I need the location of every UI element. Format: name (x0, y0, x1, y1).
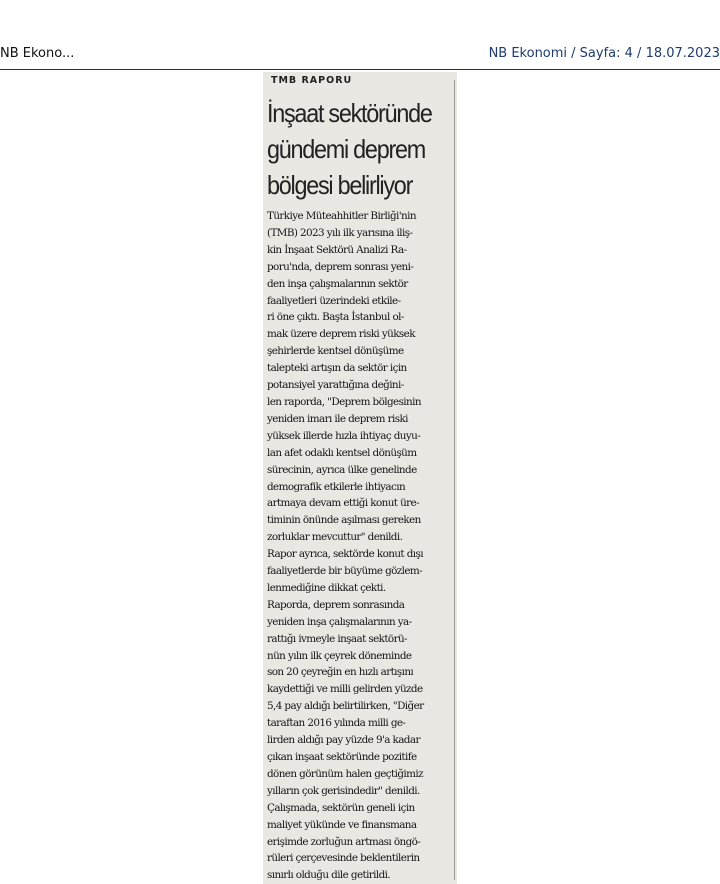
body-line: rattığı ivmeyle inşaat sektörü- (267, 632, 407, 645)
column-rule (454, 80, 455, 880)
body-line: kin İnşaat Sektörü Analizi Ra- (267, 243, 407, 256)
body-line: (TMB) 2023 yılı ilk yarısına iliş- (267, 226, 413, 239)
body-line: son 20 çeyreğin en hızlı artışını (267, 666, 414, 679)
body-line: zorluklar mevcuttur" denildi. (267, 531, 403, 544)
body-line: lan afet odaklı kentsel dönüşüm (267, 446, 417, 459)
body-line: den inşa çalışmalarının sektör (267, 277, 408, 290)
body-line: len raporda, "Deprem bölgesinin (267, 395, 421, 408)
body-line: Türkiye Müteahhitler Birliği'nin (267, 210, 416, 222)
body-line: nün yılın ilk çeyrek döneminde (267, 649, 412, 662)
body-line: lenmediğine dikkat çekti. (267, 581, 386, 594)
body-line: demografik etkilerle ihtiyacın (267, 480, 406, 493)
body-line: taraftan 2016 yılında milli ge- (267, 717, 406, 730)
body-line: artmaya devam ettiği konut üre- (267, 497, 420, 510)
body-line: faaliyetleri üzerindeki etkile- (267, 294, 401, 307)
body-line: yüksek illerde hızla ihtiyaç duyu- (267, 429, 421, 442)
body-line: Raporda, deprem sonrasında (267, 598, 405, 611)
body-line: kaydettiği ve milli gelirden yüzde (267, 683, 423, 696)
body-line: şehirlerde kentsel dönüşüme (267, 345, 404, 358)
source-short-name: NB Ekono... (0, 46, 75, 61)
article-body (267, 208, 445, 884)
body-line: yeniden imarı ile deprem riski (267, 412, 408, 425)
body-line: poru'nda, deprem sonrası yeni- (267, 260, 414, 273)
headline-line: bölgesi belirliyor (267, 170, 413, 200)
body-line: çıkan inşaat sektöründe pozitife (267, 751, 417, 763)
article-kicker: TMB RAPORU (271, 75, 353, 86)
body-line: lirden aldığı pay yüzde 9'a kadar (267, 734, 420, 747)
body-line: potansiyel yarattığına değini- (267, 379, 404, 392)
headline-line: İnşaat sektöründe (267, 98, 432, 128)
body-line: rüleri çerçevesinde beklentilerin (267, 852, 420, 865)
body-line: 5,4 pay aldığı belirtilirken, "Diğer (267, 700, 424, 713)
body-line: mak üzere deprem riski yüksek (267, 328, 415, 341)
body-line: faaliyetlerde bir büyüme gözlem- (267, 565, 423, 578)
body-line: sürecinin, ayrıca ülke genelinde (267, 463, 417, 476)
newspaper-clipping (263, 72, 457, 884)
body-line: maliyet yükünde ve finansmana (267, 818, 417, 831)
body-line: timinin önünde aşılması gereken (267, 514, 421, 527)
body-line: yeniden inşa çalışmalarının ya- (267, 615, 412, 628)
body-line: erişimde zorluğun artması öngö- (267, 835, 421, 848)
source-page-date: NB Ekonomi / Sayfa: 4 / 18.07.2023 (488, 46, 720, 61)
article-headline (267, 95, 433, 203)
body-line: Rapor ayrıca, sektörde konut dışı (267, 548, 423, 561)
clipping-header-bar (0, 0, 720, 70)
body-line: Çalışmada, sektörün geneli için (267, 801, 415, 814)
body-line: dönen görünüm halen geçtiğimiz (267, 767, 423, 780)
body-line: yılların çok gerisindedir" denildi. (267, 784, 420, 797)
body-line: sınırlı olduğu dile getirildi. (267, 869, 391, 882)
headline-line: gündemi deprem (267, 134, 425, 164)
body-line: talepteki artışın da sektör için (267, 362, 407, 375)
body-line: ri öne çıktı. Başta İstanbul ol- (267, 311, 404, 324)
